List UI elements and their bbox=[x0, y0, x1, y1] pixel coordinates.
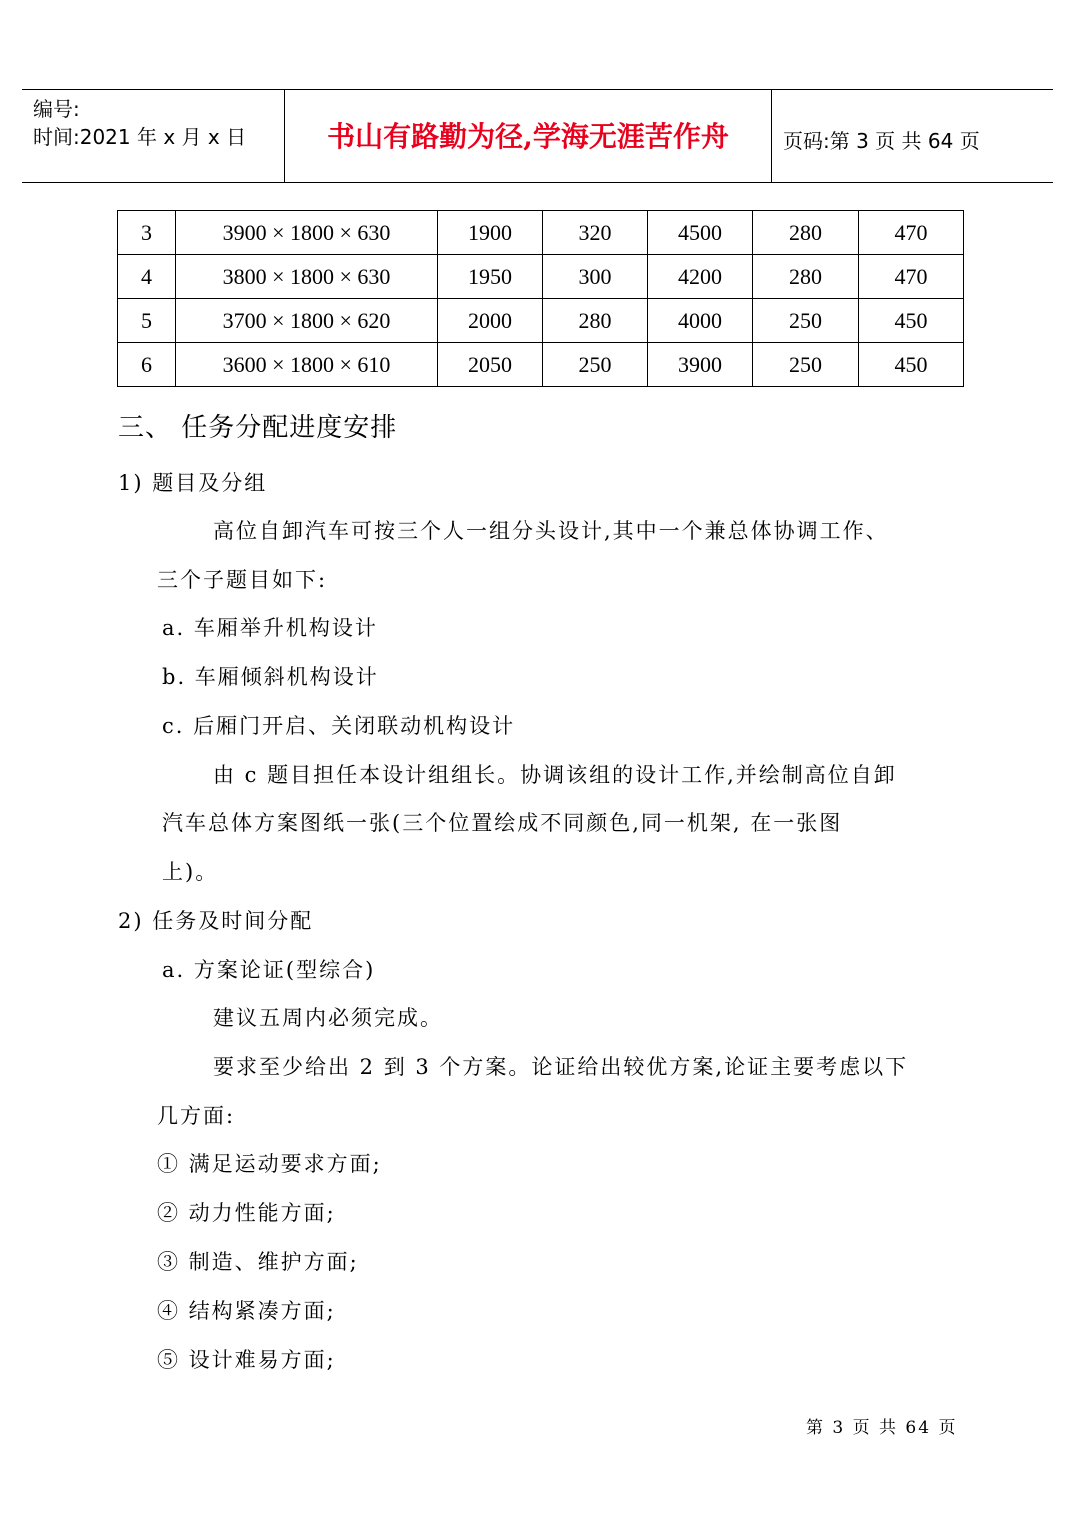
table-row bbox=[118, 255, 964, 299]
list-item: ① 满足运动要求方面; bbox=[157, 1152, 382, 1176]
table-cell: 2000 bbox=[438, 299, 543, 343]
list-item: ② 动力性能方面; bbox=[157, 1201, 336, 1225]
table-cell: 3600 × 1800 × 610 bbox=[176, 343, 438, 387]
section-title: 三、 任务分配进度安排 bbox=[118, 413, 398, 443]
table-row bbox=[118, 211, 964, 255]
table-cell: 4500 bbox=[648, 211, 753, 255]
spec-table bbox=[117, 210, 964, 387]
paragraph-line: 要求至少给出 2 到 3 个方案。论证给出较优方案,论证主要考虑以下 bbox=[213, 1055, 909, 1079]
footer-page-info: 第 3 页 共 64 页 bbox=[806, 1418, 958, 1438]
table-cell: 6 bbox=[118, 343, 176, 387]
table-cell: 280 bbox=[543, 299, 648, 343]
table-cell: 250 bbox=[753, 343, 859, 387]
header-divider-left bbox=[284, 89, 285, 182]
table-cell: 3900 × 1800 × 630 bbox=[176, 211, 438, 255]
subheading-topics: 1) 题目及分组 bbox=[118, 471, 268, 495]
list-item: b. 车厢倾斜机构设计 bbox=[162, 665, 379, 689]
subheading-tasks: 2) 任务及时间分配 bbox=[118, 909, 314, 933]
list-item: a. 方案论证(型综合) bbox=[162, 958, 376, 982]
table-cell: 280 bbox=[753, 211, 859, 255]
paragraph-line: 汽车总体方案图纸一张(三个位置绘成不同颜色,同一机架, 在一张图 bbox=[162, 811, 843, 835]
table-cell: 4000 bbox=[648, 299, 753, 343]
table-cell: 5 bbox=[118, 299, 176, 343]
paragraph-line: 由 c 题目担任本设计组组长。协调该组的设计工作,并绘制高位自卸 bbox=[213, 763, 897, 787]
table-cell: 250 bbox=[543, 343, 648, 387]
table-cell: 4 bbox=[118, 255, 176, 299]
table-cell: 3900 bbox=[648, 343, 753, 387]
table-cell: 300 bbox=[543, 255, 648, 299]
list-item: c. 后厢门开启、关闭联动机构设计 bbox=[162, 714, 516, 738]
paragraph-line: 几方面: bbox=[157, 1104, 236, 1128]
table-cell: 3700 × 1800 × 620 bbox=[176, 299, 438, 343]
paragraph-line: 三个子题目如下: bbox=[157, 568, 328, 592]
header-number-label: 编号: bbox=[33, 97, 80, 121]
table-cell: 3 bbox=[118, 211, 176, 255]
table-cell: 1950 bbox=[438, 255, 543, 299]
list-item: ④ 结构紧凑方面; bbox=[157, 1299, 336, 1323]
header-divider-right bbox=[771, 89, 772, 182]
table-cell: 450 bbox=[859, 299, 964, 343]
table-cell: 2050 bbox=[438, 343, 543, 387]
table-cell: 3800 × 1800 × 630 bbox=[176, 255, 438, 299]
table-cell: 320 bbox=[543, 211, 648, 255]
paragraph-line: 高位自卸汽车可按三个人一组分头设计,其中一个兼总体协调工作、 bbox=[213, 519, 889, 543]
table-cell: 1900 bbox=[438, 211, 543, 255]
paragraph-line: 上)。 bbox=[162, 860, 219, 884]
header-motto: 书山有路勤为径,学海无涯苦作舟 bbox=[327, 120, 729, 153]
table-cell: 470 bbox=[859, 255, 964, 299]
table-cell: 4200 bbox=[648, 255, 753, 299]
table-row bbox=[118, 299, 964, 343]
header-bottom-rule bbox=[22, 182, 1053, 183]
header-page-label: 页码:第 3 页 共 64 页 bbox=[783, 129, 980, 153]
list-item: ③ 制造、维护方面; bbox=[157, 1250, 359, 1274]
table-cell: 250 bbox=[753, 299, 859, 343]
list-item: a. 车厢举升机构设计 bbox=[162, 616, 378, 640]
header-time-label: 时间:2021 年 x 月 x 日 bbox=[33, 125, 247, 149]
table-cell: 280 bbox=[753, 255, 859, 299]
table-cell: 470 bbox=[859, 211, 964, 255]
table-row bbox=[118, 343, 964, 387]
table-cell: 450 bbox=[859, 343, 964, 387]
list-item: ⑤ 设计难易方面; bbox=[157, 1348, 336, 1372]
paragraph-line: 建议五周内必须完成。 bbox=[213, 1006, 443, 1030]
header-top-rule bbox=[22, 89, 1053, 90]
